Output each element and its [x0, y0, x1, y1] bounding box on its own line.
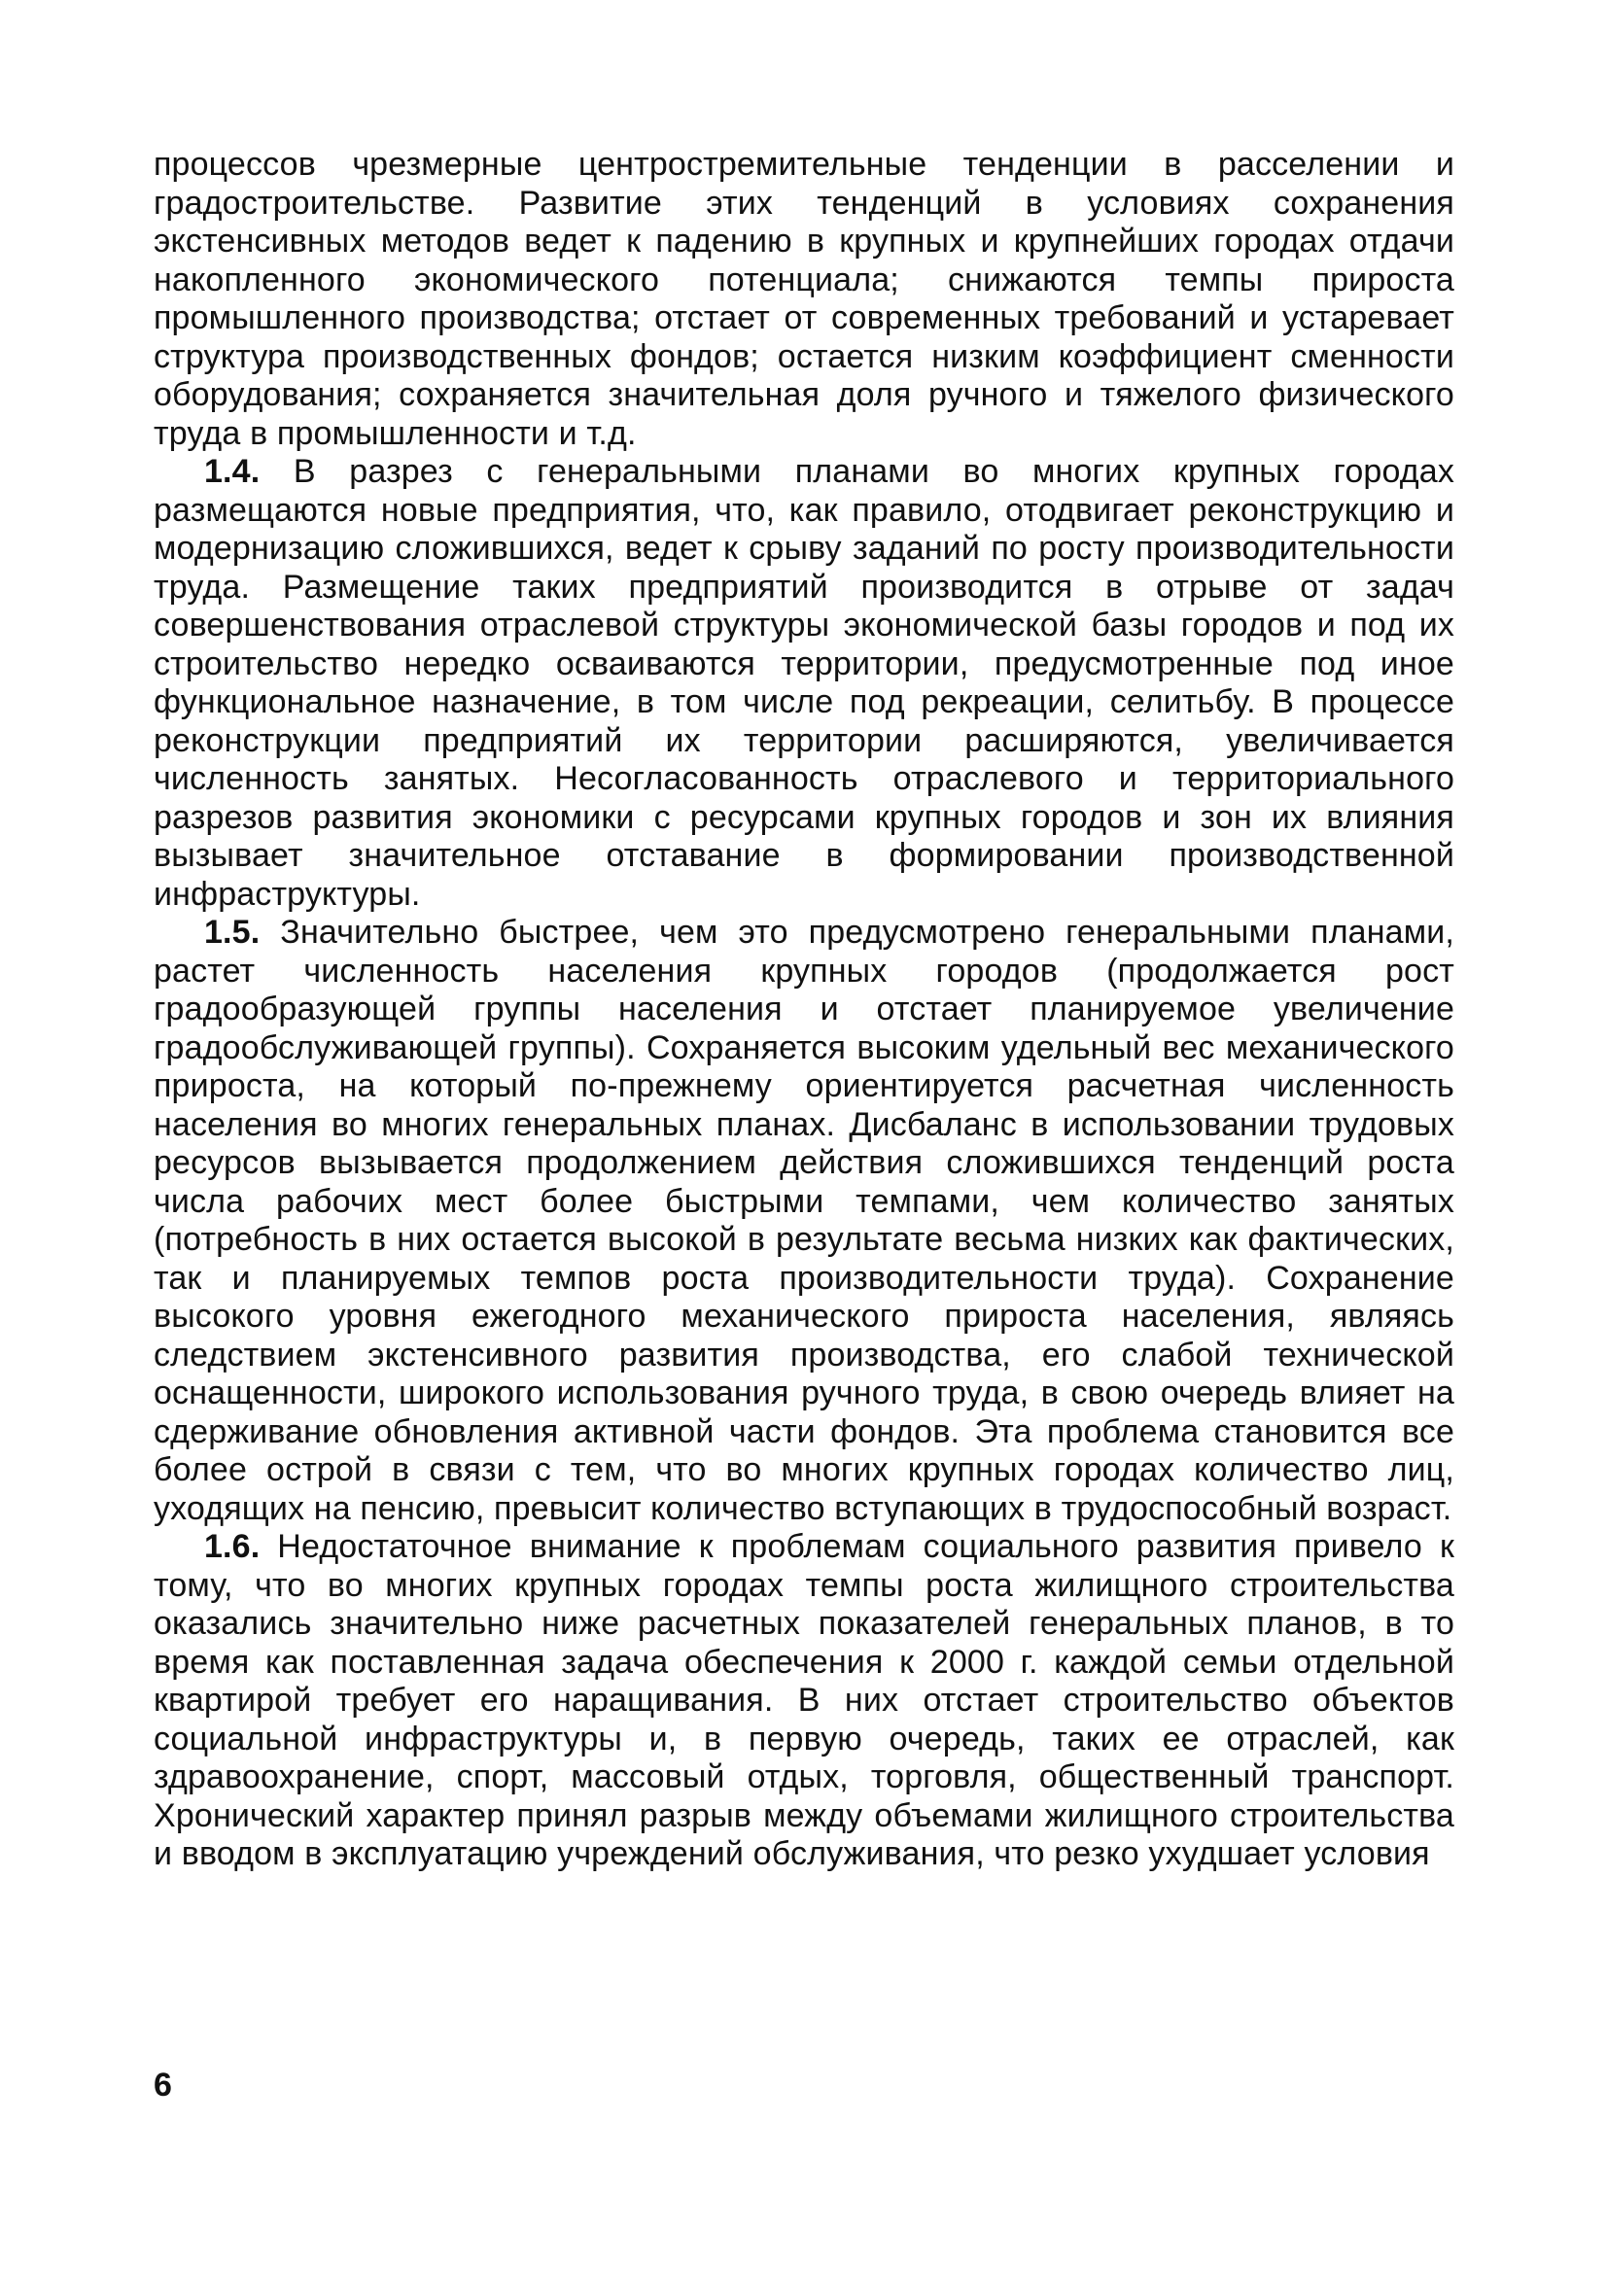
paragraph-1-5 [154, 914, 1454, 1528]
paragraph-text: процессов чрезмерные центростремительные тенденции в расселении и градостроительстве. Развитие этих тенденций в условиях сохранения экстенсивных методов ведет к падению в крупных и крупнейших городах отдачи накопленного экономического потенциала; снижаются темпы прироста промышленного производства; отстает от современных требований и устаревает структура производственных фондов; остается низким коэффициент сменности оборудования; сохраняется значительная доля ручного и тяжелого физического труда в промышленности и т.д. [154, 146, 1454, 452]
page-number: 6 [154, 2067, 172, 2104]
paragraph-1-4 [154, 453, 1454, 914]
paragraph-text: Недостаточное внимание к проблемам социального развития привело к тому, что во многих крупных городах темпы роста жилищного строительства оказались значительно ниже расчетных показателей генеральных планов, в то время как поставленная задача обеспечения к 2000 г. каждой семьи отдельной квартирой требует его наращивания. В них отстает строительство объектов социальной инфраструктуры и, в первую очередь, таких ее отраслей, как здравоохранение, спорт, массовый отдых, торговля, общественный транспорт. Хронический характер принял разрыв между объемами жилищного строительства и вводом в эксплуатацию учреждений обслуживания, что резко ухудшает условия [154, 1528, 1454, 1872]
paragraph-continuation [154, 146, 1454, 453]
section-number: 1.5. [204, 914, 261, 951]
paragraph-text: Значительно быстрее, чем это предусмотрено генеральными планами, растет численность населения крупных городов (продолжается рост градообразующей группы населения и отстает планируемое увеличение градообслуживающей группы). Сохраняется высоким удельный вес механического прироста, на который по-прежнему ориентируется расчетная численность населения во многих генеральных планах. Дисбаланс в использовании трудовых ресурсов вызывается продолжением действия сложившихся тенденций роста числа рабочих мест более быстрыми темпами, чем количество занятых (потребность в них остается высокой в результате весьма низких как фактических, так и планируемых темпов роста производительности труда). Сохранение высокого уровня ежегодного механического прироста населения, являясь следствием экстенсивного развития производства, его слабой технической оснащенности, широкого использования ручного труда, в свою очередь влияет на сдерживание обновления активной части фондов. Эта проблема становится все более острой в связи с тем, что во многих крупных городах количество лиц, уходящих на пенсию, превысит количество вступающих в трудоспособный возраст. [154, 914, 1454, 1527]
body-text [154, 146, 1454, 1874]
section-number: 1.6. [204, 1528, 261, 1565]
paragraph-text: В разрез с генеральными планами во многих крупных городах размещаются новые предприятия, что, как правило, отодвигает реконструкцию и модернизацию сложившихся, ведет к срыву заданий по росту производительности труда. Размещение таких предприятий производится в отрыве от задач совершенствования отраслевой структуры экономической базы городов и под их строительство нередко осваиваются территории, предусмотренные под иное функциональное назначение, в том числе под рекреации, селитьбу. В процессе реконструкции предприятий их территории расширяются, увеличивается численность занятых. Несогласованность отраслевого и территориального разрезов развития экономики с ресурсами крупных городов и зон их влияния вызывает значительное отставание в формировании производственной инфраструктуры. [154, 453, 1454, 913]
paragraph-1-6 [154, 1528, 1454, 1874]
section-number: 1.4. [204, 453, 261, 490]
